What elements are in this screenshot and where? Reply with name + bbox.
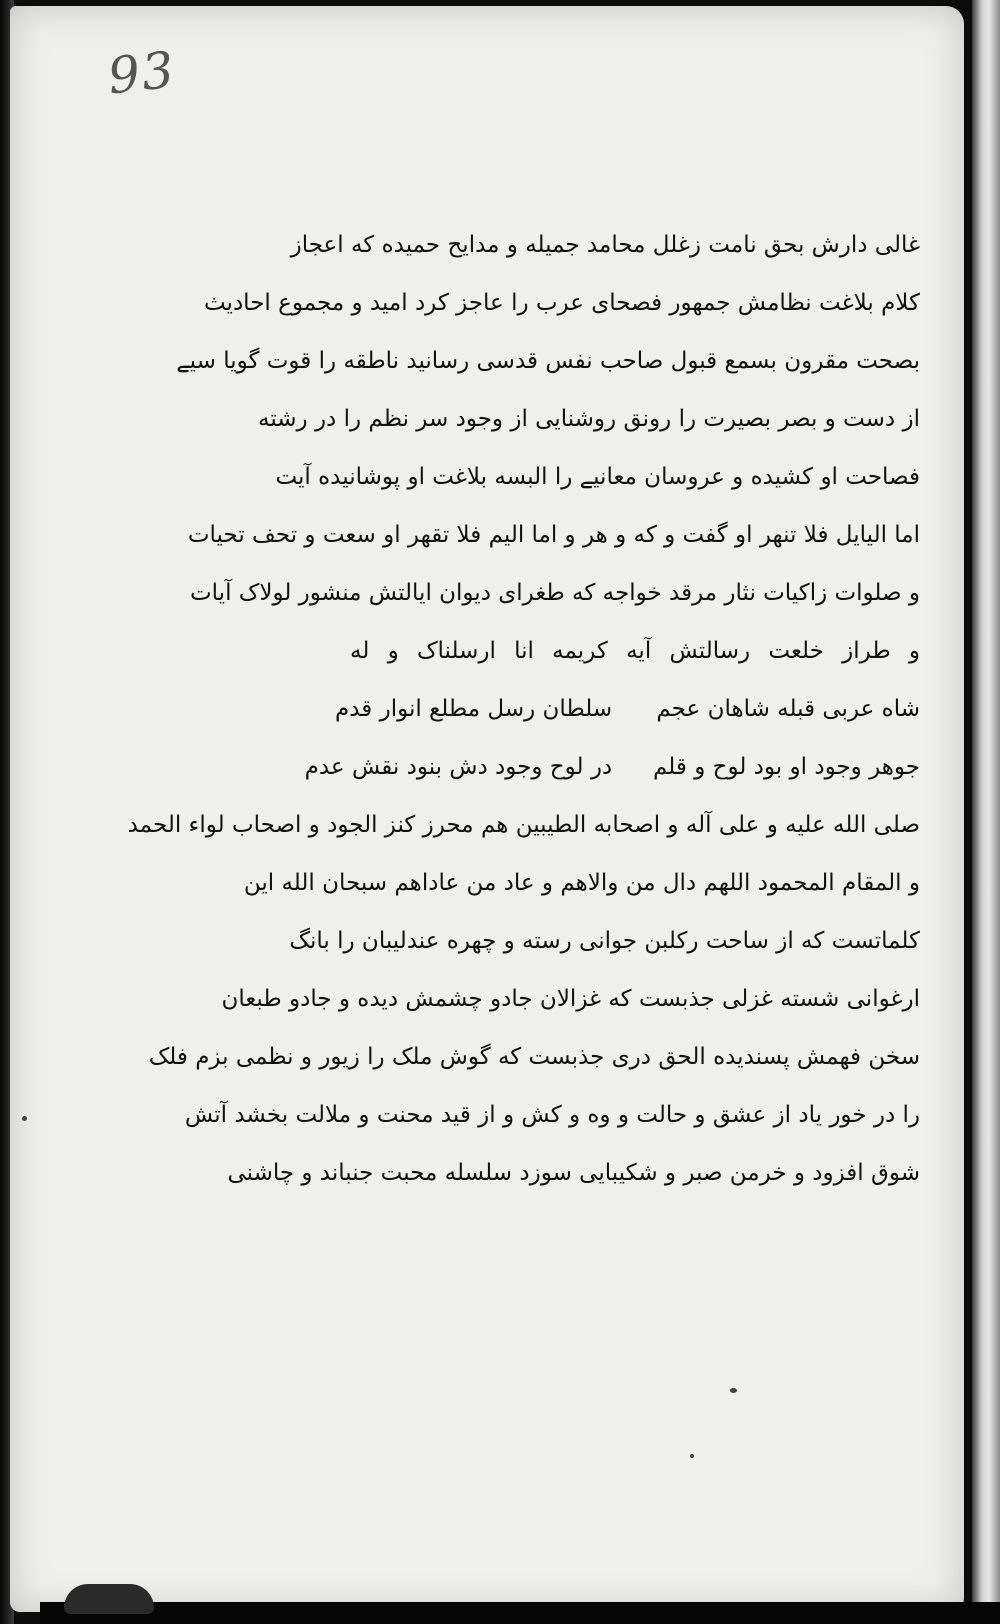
verse-hemistich-right: جوهر وجود او بود لوح و قلم <box>652 754 920 780</box>
ink-speck <box>730 1388 737 1393</box>
text-line: فصاحت او کشیده و عروسان معانیے را البسه بلاغت او پوشانیده آیت <box>275 464 920 490</box>
text-line: و المقام المحمود اللهم دال من والاهم و عاد من عاداهم سبحان الله این <box>243 870 920 896</box>
text-line: را در خور یاد از عشق و حالت و وه و کش و از قید محنت و ملالت بخشد آتش <box>184 1102 920 1128</box>
ink-speck <box>22 1116 27 1121</box>
text-line: و طراز خلعت رسالتش آیه کریمه انا ارسلناک و له <box>350 638 920 664</box>
ink-speck <box>690 1454 694 1458</box>
folio-number: 93 <box>105 40 179 106</box>
text-line: سخن فهمش پسندیده الحق دری جذبست که گوش ملک را زیور و نظمی بزم فلک <box>148 1044 920 1070</box>
text-line: صلی الله علیه و علی آله و اصحابه الطیبین هم محرز کنز الجود و اصحاب لواء الحمد <box>127 812 920 838</box>
manuscript-page <box>10 6 964 1612</box>
text-line: ارغوانی شسته غزلی جذبست که غزالان جادو چشمش دیده و جادو طبعان <box>221 986 920 1012</box>
verse-hemistich-left: سلطان رسل مطلع انوار قدم <box>334 696 613 722</box>
text-line: کلماتست که از ساحت رکلبن جوانی رسته و چهره عندلیبان را بانگ <box>289 928 920 954</box>
verse-couplet <box>334 680 920 738</box>
text-line: کلام بلاغت نظامش جمهور فصحای عرب را عاجز کرد امید و مجموع احادیث <box>203 290 920 316</box>
text-line: بصحت مقرون بسمع قبول صاحب نفس قدسی رسانید ناطقه را قوت گویا سیے <box>176 348 920 374</box>
verse-hemistich-left: در لوح وجود دش بنود نقش عدم <box>304 754 613 780</box>
text-line: غالی دارش بحق نامت زغلل محامد جمیله و مدایح حمیده که اعجاز <box>290 232 920 258</box>
bottom-edge-shadow <box>40 1602 1000 1624</box>
page-fore-edge <box>972 0 1000 1624</box>
text-line: از دست و بصر بصیرت را رونق روشنایی از وجود سر نظم را در رشته <box>257 406 920 432</box>
text-line: و صلوات زاکیات نثار مرقد خواجه که طغرای دیوان ایالتش منشور لولاک آیات <box>190 580 920 606</box>
text-line: اما الیایل فلا تنهر او گفت و که و هر و اما الیم فلا تقهر او سعت و تحف تحیات <box>187 522 920 548</box>
verse-hemistich-right: شاه عربی قبله شاهان عجم <box>656 696 920 722</box>
manuscript-text <box>127 216 920 1202</box>
verse-couplet <box>304 738 920 796</box>
text-line: شوق افزود و خرمن صبر و شکیبایی سوزد سلسله محبت جنباند و چاشنی <box>227 1160 920 1186</box>
thumb-shadow <box>64 1584 154 1614</box>
